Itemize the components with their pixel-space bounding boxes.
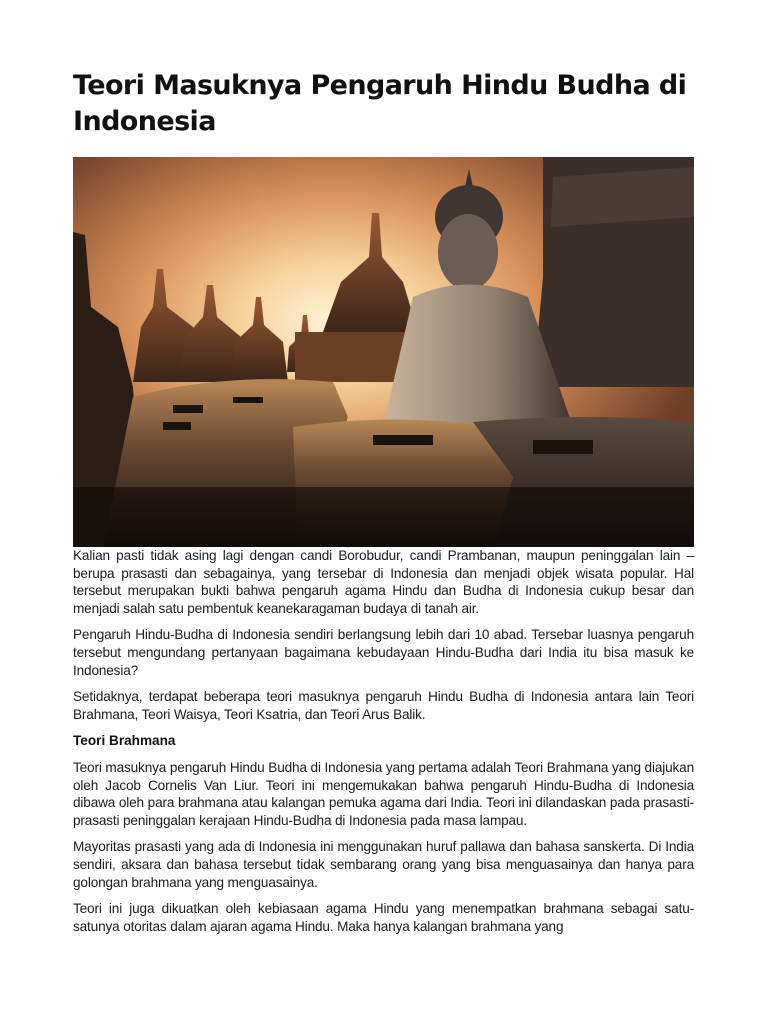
intro-paragraph: Kalian pasti tidak asing lagi dengan candi Borobudur, candi Prambanan, maupun peninggalan lain – berupa prasasti dan sebagainya, yang tersebar di Indonesia dan menjadi objek wisata popular. Hal tersebut merupakan bukti bahwa pengaruh agama Hindu dan Budha di Indonesia cukup besar dan menjadi salah satu pembentuk keanekaragaman budaya di tanah air. xyxy=(73,548,694,616)
section-heading: Teori Brahmana xyxy=(73,733,176,749)
hero-image xyxy=(73,157,694,547)
section-paragraph: Teori ini juga dikuatkan oleh kebiasaan agama Hindu yang menempatkan brahmana sebagai satu-satunya otoritas dalam ajaran agama Hindu. Maka hanya kalangan brahmana yang xyxy=(73,901,694,934)
section-paragraph: Teori masuknya pengaruh Hindu Budha di Indonesia yang pertama adalah Teori Brahmana yang diajukan oleh Jacob Cornelis Van Liur. Teori ini mengemukakan bahwa pengaruh Hindu-Budha di Indonesia dibawa oleh para brahmana atau kalangan pemuka agama dari India. Teori ini dilandaskan pada prasasti-prasasti peninggalan kerajaan Hindu-Budha di Indonesia pada masa lampau. xyxy=(73,759,694,828)
article-title: Teori Masuknya Pengaruh Hindu Budha di Indonesia xyxy=(73,70,687,137)
intro-paragraph: Pengaruh Hindu-Budha di Indonesia sendiri berlangsung lebih dari 10 abad. Tersebar luasnya pengaruh tersebut mengundang pertanyaan bagaimana kebudayaan Hindu-Budha dari India itu bisa masuk ke Indonesia? xyxy=(73,627,694,678)
document-page xyxy=(73,68,694,935)
section-paragraph: Mayoritas prasasti yang ada di Indonesia ini menggunakan huruf pallawa dan bahasa sanskerta. Di India sendiri, aksara dan bahasa tersebut tidak sembarang orang yang bisa menguasainya dan hanya para golongan brahmana yang menguasainya. xyxy=(73,839,694,890)
intro-paragraph: Setidaknya, terdapat beberapa teori masuknya pengaruh Hindu Budha di Indonesia antara lain Teori Brahmana, Teori Waisya, Teori Ksatria, dan Teori Arus Balik. xyxy=(73,689,694,722)
photo-image-icon xyxy=(73,157,694,547)
